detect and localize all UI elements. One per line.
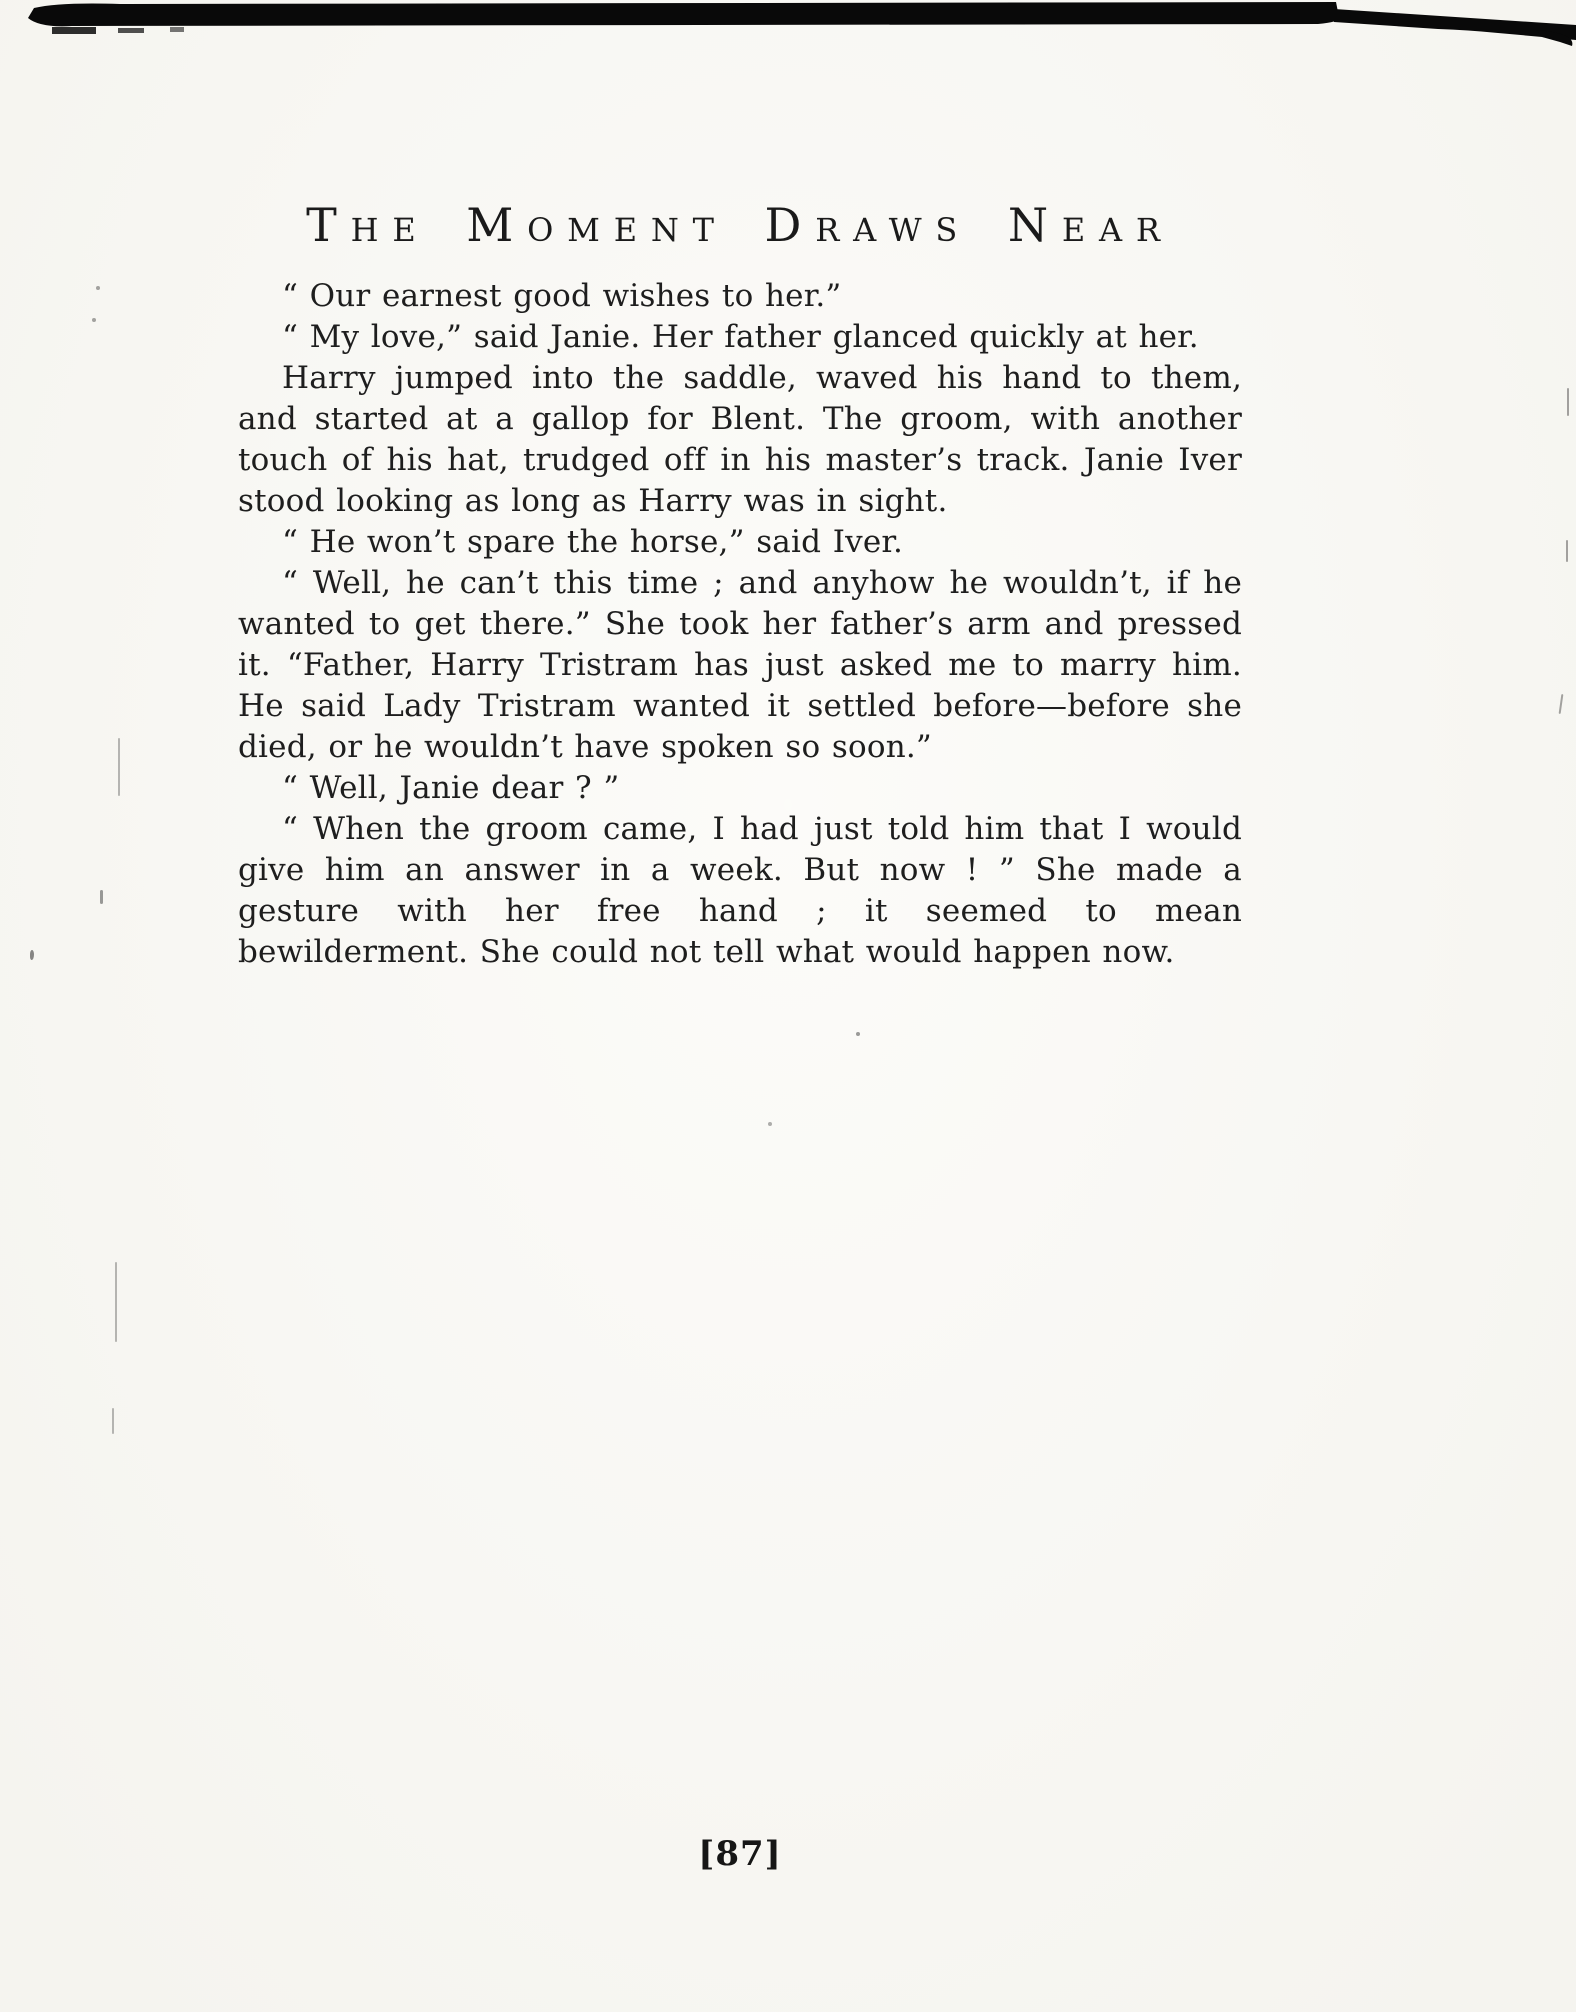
scan-artifact: [856, 1032, 860, 1036]
scan-artifact: [115, 1262, 117, 1342]
chapter-running-header: The Moment Draws Near: [306, 198, 1174, 252]
scan-artifact: [100, 890, 103, 904]
paragraph: “ Our earnest good wishes to her.”: [282, 278, 842, 314]
scan-artifact: [118, 738, 120, 796]
scan-artifact: [92, 318, 96, 322]
scan-artifact: [1566, 540, 1568, 562]
page-number: [87]: [698, 1834, 782, 1874]
paragraph: “ He won’t spare the horse,” said Iver.: [282, 524, 904, 560]
paragraph: “ Well, Janie dear ? ”: [282, 770, 620, 806]
scan-ink-smudge-top: [0, 0, 1576, 70]
scan-artifact: [96, 286, 100, 290]
paragraph: “ When the groom came, I had just told him that I would give him an answer in a week. But now ! ” She made a gesture with her free hand ; it seemed to mean bewilderment. She could not tell what would happen now.: [238, 811, 1242, 970]
scan-artifact: [768, 1122, 772, 1126]
paragraph: Harry jumped into the saddle, waved his hand to them, and started at a gallop for Blent. The groom, with another touch of his hat, trudged off in his master’s track. Janie Iver stood looking as long as Harry was in sight.: [238, 360, 1242, 519]
scan-artifact: [1567, 388, 1569, 416]
text-block: [238, 198, 1242, 973]
scan-artifact: [112, 1408, 114, 1434]
paragraph: “ Well, he can’t this time ; and anyhow he wouldn’t, if he wanted to get there.” She took her father’s arm and pressed it. “Father, Harry Tristram has just asked me to marry him. He said Lady Tristram wanted it settled before—before she died, or he wouldn’t have spoken so soon.”: [238, 565, 1242, 765]
paragraph: “ My love,” said Janie. Her father glanced quickly at her.: [282, 319, 1199, 355]
